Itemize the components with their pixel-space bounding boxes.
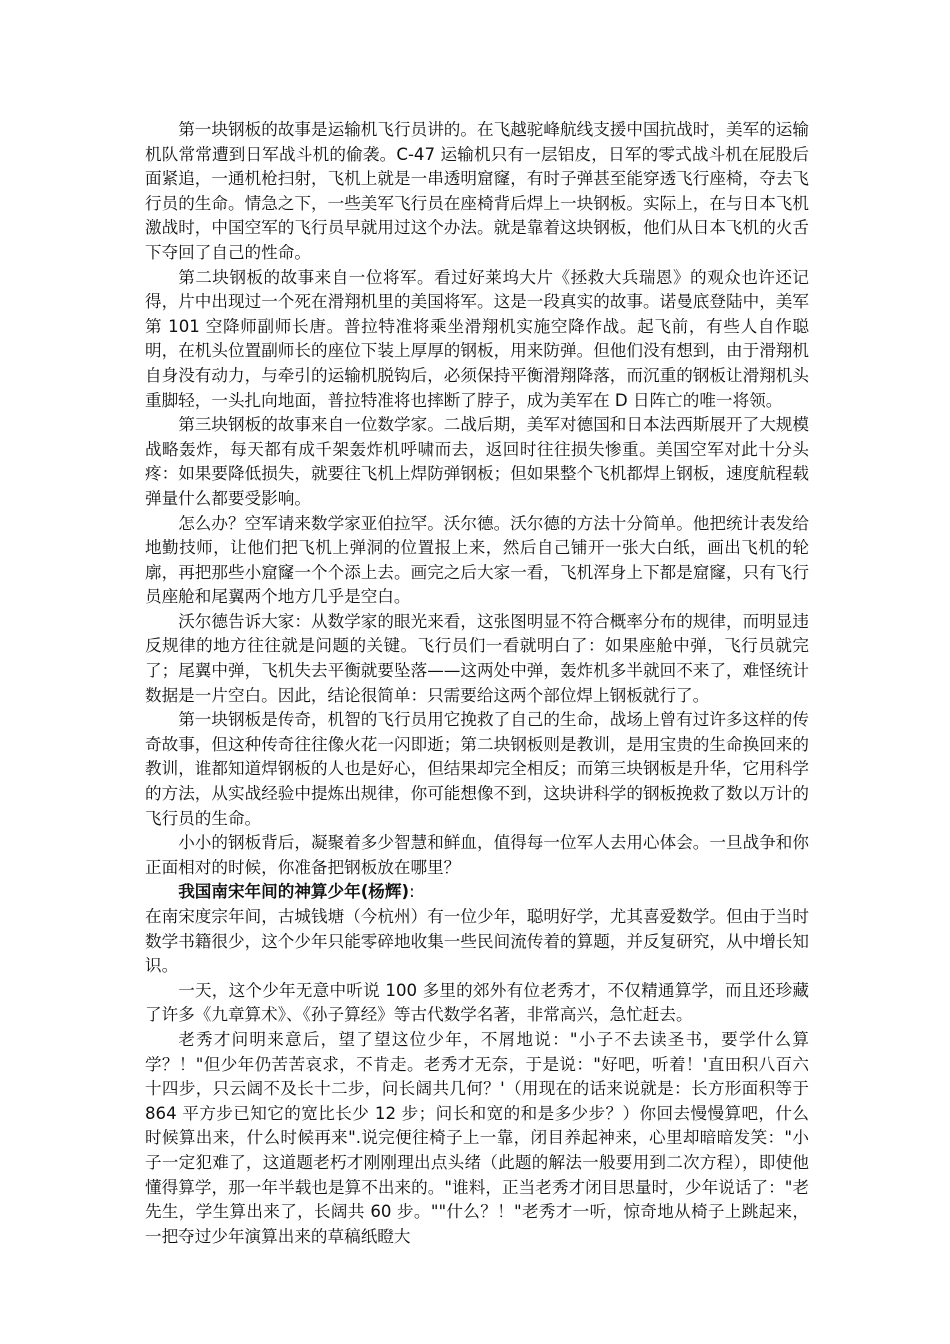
story-intro-paragraph: 在南宋度宗年间，古城钱塘（今杭州）有一位少年，聪明好学，尤其喜爱数学。但由于当时数学书籍很少，这个少年只能零碎地收集一些民间流传着的算题，并反复研究，从中增长知识。	[145, 907, 809, 976]
paragraph-wald-method: 怎么办？空军请来数学家亚伯拉罕。沃尔德。沃尔德的方法十分简单。他把统计表发给地勤技师，让他们把飞机上弹洞的位置报上来，然后自己铺开一张大白纸，画出飞机的轮廓，再把那些小窟窿一个个添上去。画完之后大家一看，飞机浑身上下都是窟窿，只有飞行员座舱和尾翼两个地方几乎是空白。	[145, 513, 809, 607]
document-page	[145, 118, 809, 1249]
paragraph-steel-plate-1: 第一块钢板的故事是运输机飞行员讲的。在飞越驼峰航线支援中国抗战时，美军的运输机队常常遭到日军战斗机的偷袭。C-47 运输机只有一层铝皮，日军的零式战斗机在屁股后面紧追，一通机枪扫射，飞机上就是一串透明窟窿，有时子弹甚至能穿透飞行座椅，夺去飞行员的生命。情急之下，一些美军飞行员在座椅背后焊上一块钢板。实际上，在与日本飞机激战时，中国空军的飞行员早就用过这个办法。就是靠着这块钢板，他们从日本飞机的火舌下夺回了自己的性命。	[145, 120, 809, 262]
story-paragraph-1: 一天，这个少年无意中听说 100 多里的郊外有位老秀才，不仅精通算学，而且还珍藏了许多《九章算术》、《孙子算经》等古代数学名著，非常高兴，急忙赶去。	[145, 980, 809, 1025]
story-heading	[145, 880, 809, 905]
story-paragraph-2: 老秀才问明来意后，望了望这位少年，不屑地说："小子不去读圣书，要学什么算学？！"但少年仍苦苦哀求，不肯走。老秀才无奈，于是说："好吧，听着！'直田积八百六十四步，只云阔不及长十二步，问长阔共几何？'（用现在的话来说就是：长方形面积等于 864 平方步已知它的宽比长少 12 步；问长和宽的和是多少步？）你回去慢慢算吧，什么时候算出来，什么时候再来".说完便往椅子上一靠，闭目养起神来，心里却暗暗发笑："小子一定犯难了，这道题老朽才刚刚理出点头绪（此题的解法一般要用到二次方程），即使他懂得算学，那一年半载也是算不出来的。"谁料，正当老秀才闭目思量时，少年说话了："老先生，学生算出来了，长阔共 60 步。""什么？！"老秀才一听，惊奇地从椅子上跳起来，一把夺过少年演算出来的草稿纸瞪大	[145, 1029, 809, 1246]
paragraph-summary: 第一块钢板是传奇，机智的飞行员用它挽救了自己的生命，战场上曾有过许多这样的传奇故事，但这种传奇往往像火花一闪即逝；第二块钢板则是教训，是用宝贵的生命换回来的教训，谁都知道焊钢板的人也是好心，但结果却完全相反；而第三块钢板是升华，它用科学的方法，从实战经验中提炼出规律，你可能想像不到，这块讲科学的钢板挽救了数以万计的飞行员的生命。	[145, 710, 809, 828]
paragraph-steel-plate-3: 第三块钢板的故事来自一位数学家。二战后期，美军对德国和日本法西斯展开了大规模战略轰炸，每天都有成千架轰炸机呼啸而去，返回时往往损失惨重。美国空军对此十分头疼：如果要降低损失，就要往飞机上焊防弹钢板；但如果整个飞机都焊上钢板，速度航程载弹量什么都要受影响。	[145, 415, 809, 508]
story-title: 我国南宋年间的神算少年(杨辉)	[178, 882, 410, 902]
story-title-colon: :	[409, 882, 415, 902]
paragraph-closing: 小小的钢板背后，凝聚着多少智慧和鲜血，值得每一位军人去用心体会。一旦战争和你正面相对的时候，你准备把钢板放在哪里？	[145, 833, 809, 877]
paragraph-wald-conclusion: 沃尔德告诉大家：从数学家的眼光来看，这张图明显不符合概率分布的规律，而明显违反规律的地方往往就是问题的关键。飞行员们一看就明白了：如果座舱中弹，飞行员就完了；尾翼中弹，飞机失去平衡就要坠落——这两处中弹，轰炸机多半就回不来了，难怪统计数据是一片空白。因此，结论很简单：只需要给这两个部位焊上钢板就行了。	[145, 611, 809, 705]
paragraph-steel-plate-2: 第二块钢板的故事来自一位将军。看过好莱坞大片《拯救大兵瑞恩》的观众也许还记得，片中出现过一个死在滑翔机里的美国将军。这是一段真实的故事。诺曼底登陆中，美军第 101 空降师副师长唐。普拉特准将乘坐滑翔机实施空降作战。起飞前，有些人自作聪明，在机头位置副师长的座位下装上厚厚的钢板，用来防弹。但他们没有想到，由于滑翔机自身没有动力，与牵引的运输机脱钩后，必须保持平衡滑翔降落，而沉重的钢板让滑翔机头重脚轻，一头扎向地面，普拉特准将也摔断了脖子，成为美军在 D 日阵亡的唯一将领。	[145, 267, 809, 410]
